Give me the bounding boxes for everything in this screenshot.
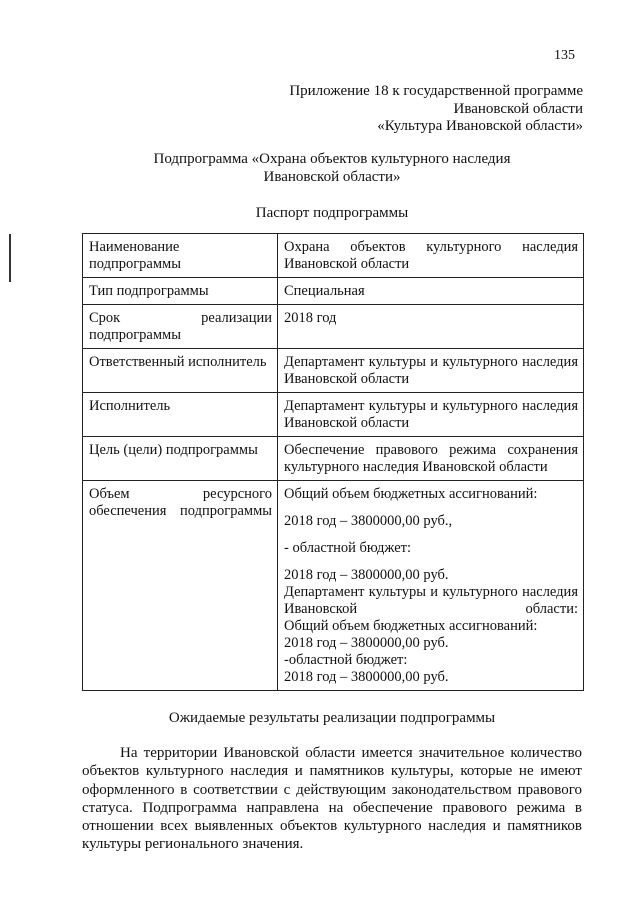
passport-table [82,233,584,691]
funding-line-8: -областной бюджет: [284,652,408,668]
page-number: 135 [554,48,575,63]
funding-line-1: Общий объем бюджетных ассигнований: [284,486,538,502]
passport-title: Паспорт подпрограммы [255,205,409,221]
table-row-name [83,234,584,278]
term-value: 2018 год [278,305,584,349]
subprogram-title-line-1: Подпрограмма «Охрана объектов культурного наследия [153,151,511,167]
table-row-funding [83,481,584,691]
funding-line-4: 2018 год – 3800000,00 руб. [284,567,449,583]
type-label: Тип подпрограммы [83,278,278,305]
name-label: Наименование подпрограммы [83,234,278,278]
appendix-line-1: Приложение 18 к государственной программе [289,83,583,99]
name-value: Охрана объектов культурного наследия Ивановской области [278,234,584,278]
appendix-line-3: «Культура Ивановской области» [377,118,583,134]
goal-value: Обеспечение правового режима сохранения культурного наследия Ивановской области [278,437,584,481]
executor-value: Департамент культуры и культурного наследия Ивановской области [278,393,584,437]
appendix-line-2: Ивановской области [453,100,583,117]
table-row-type [83,278,584,305]
appendix-header [243,83,583,136]
results-title: Ожидаемые результаты реализации подпрограммы [168,710,496,726]
margin-mark [9,234,11,282]
responsible-label: Ответственный исполнитель [83,349,278,393]
subprogram-title [82,151,582,186]
table-row-goal [83,437,584,481]
responsible-value: Департамент культуры и культурного наследия Ивановской области [278,349,584,393]
type-value: Специальная [278,278,584,305]
table-row-executor [83,393,584,437]
funding-label: Объем ресурсного обеспечения подпрограммы [83,481,278,691]
funding-line-3: - областной бюджет: [284,540,412,556]
funding-value [278,481,584,691]
term-label: Срок реализации подпрограммы [83,305,278,349]
table-row-term [83,305,584,349]
table-row-responsible [83,349,584,393]
funding-line-9: 2018 год – 3800000,00 руб. [284,669,449,685]
funding-line-5: Департамент культуры и культурного наследия Ивановской области: [284,584,578,617]
subprogram-title-line-2: Ивановской области» [263,168,401,185]
executor-label: Исполнитель [83,393,278,437]
funding-line-7: 2018 год – 3800000,00 руб. [284,635,449,651]
funding-line-6: Общий объем бюджетных ассигнований: [284,618,538,634]
funding-line-2: 2018 год – 3800000,00 руб., [284,513,453,529]
goal-label: Цель (цели) подпрограммы [83,437,278,481]
results-paragraph: На территории Ивановской области имеется значительное количество объектов культурного наследия и памятников культуры, которые не имеют оформленного в соответствии с действующим законодательством правового статуса. Подпрограмма направлена на обеспечение правового режима в отношении всех выявленных объектов культурного наследия и памятников культуры регионального значения. [82,745,582,853]
